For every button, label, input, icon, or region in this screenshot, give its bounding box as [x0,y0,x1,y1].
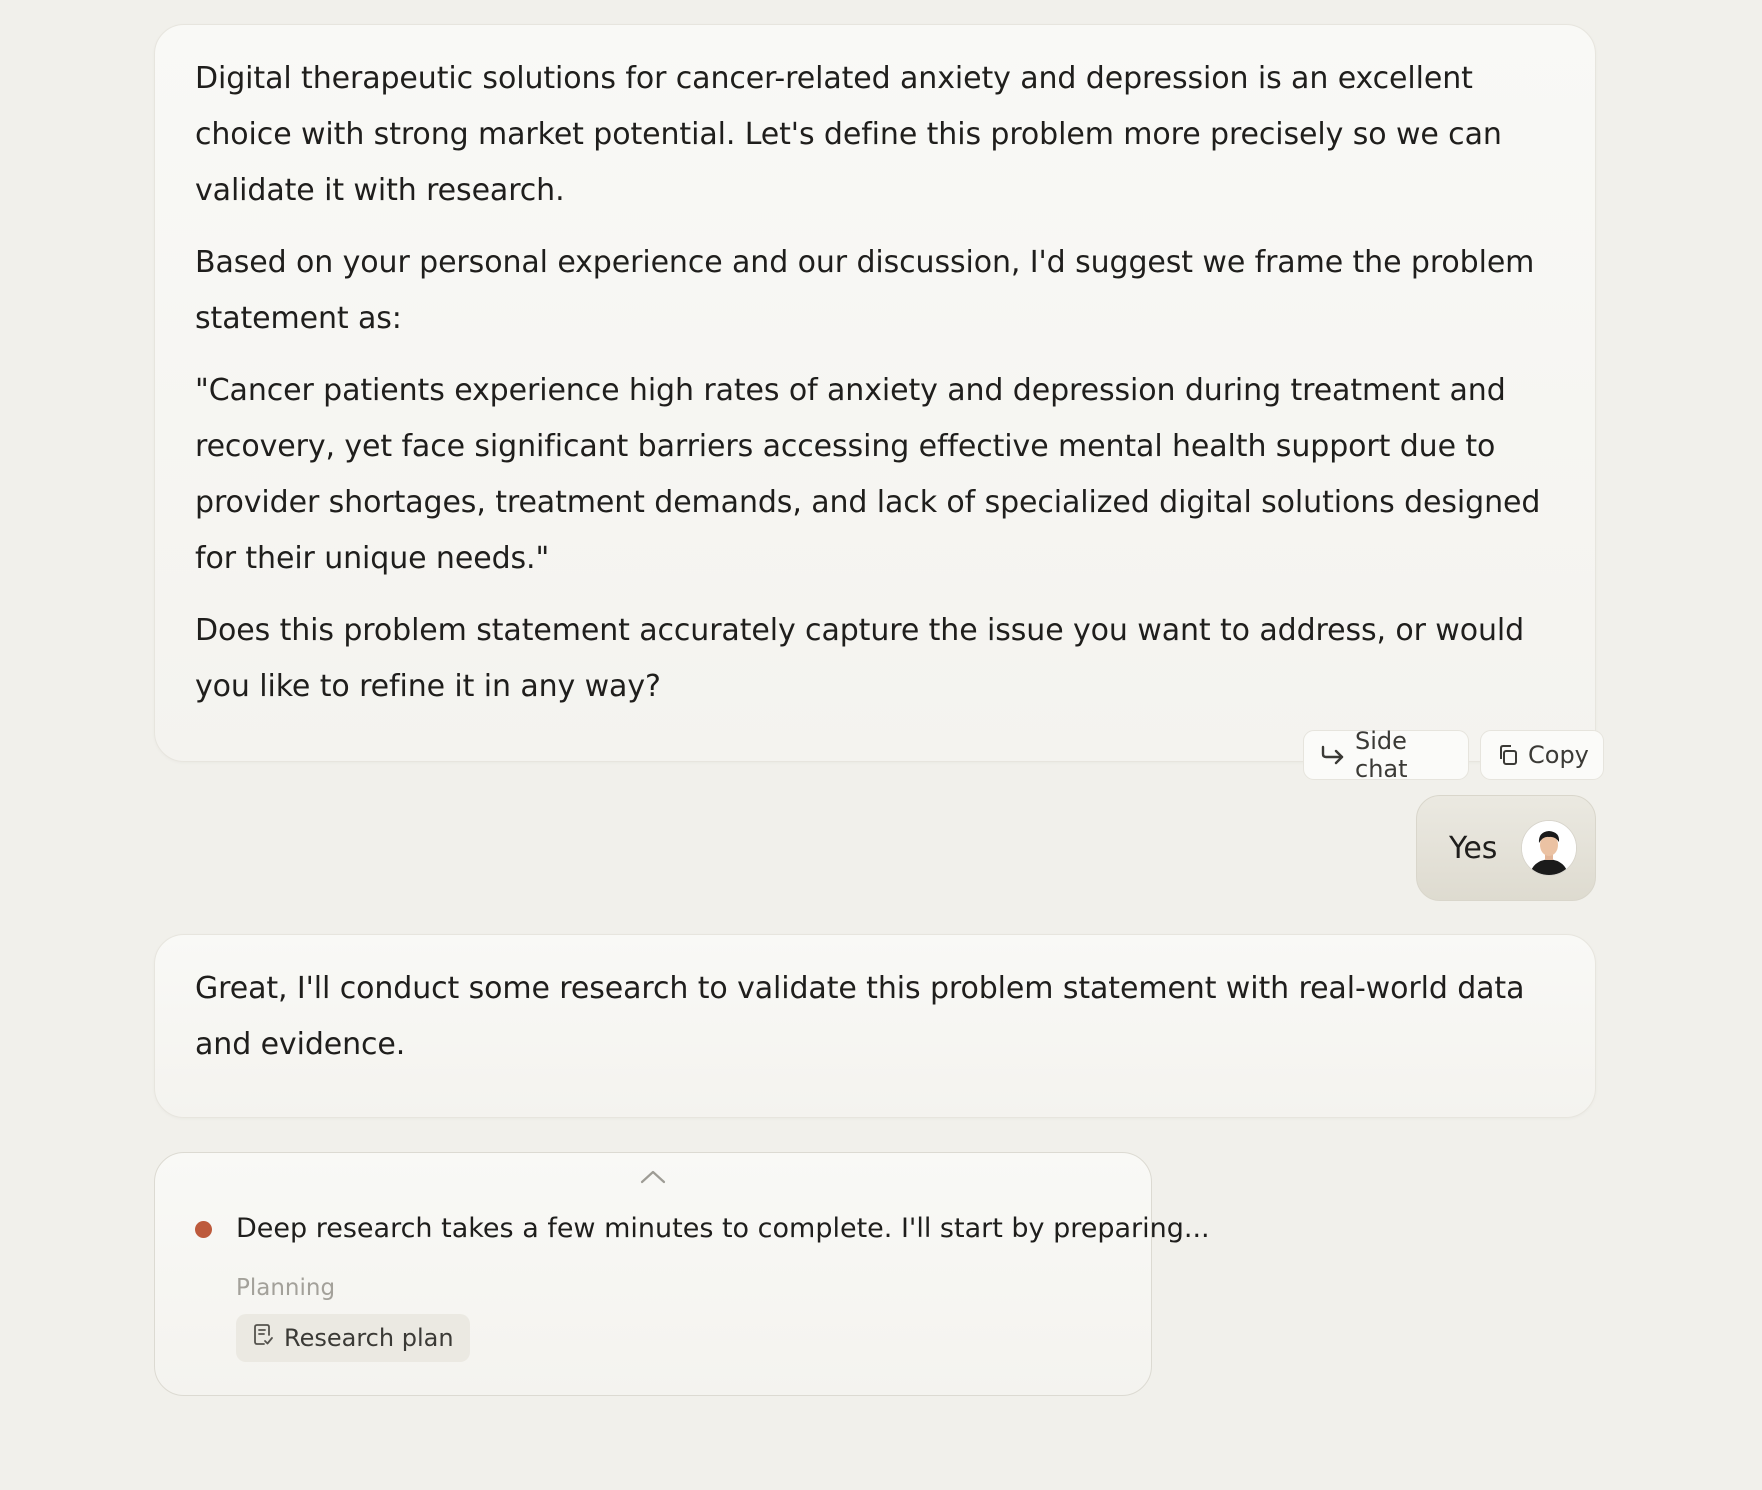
copy-label: Copy [1528,741,1589,769]
side-chat-label: Side chat [1355,727,1408,783]
user-avatar[interactable] [1521,820,1577,876]
assistant-message [154,24,1596,762]
research-status-text: Deep research takes a few minutes to complete. I'll start by preparing... [236,1213,1210,1244]
assistant-message [154,934,1596,1118]
phase-label: Planning [236,1275,336,1301]
problem-statement-quote: "Cancer patients experience high rates of anxiety and depression during treatment and recovery, yet face significant barriers accessing effective mental health support due to provider shortages, treatment demands, and lack of specialized digital solutions designed for their unique needs." [195,373,1541,576]
arrow-reply-icon [1320,744,1346,766]
research-plan-button[interactable] [236,1314,470,1362]
user-message [1416,795,1596,901]
message-paragraph: Digital therapeutic solutions for cancer-related anxiety and depression is an excellent choice with strong market potential. Let's define this problem more precisely so we can validate it with research. [195,61,1502,208]
chevron-up-icon[interactable] [639,1169,667,1189]
deep-research-panel [154,1152,1210,1396]
message-paragraph: Great, I'll conduct some research to validate this problem statement with real-world data and evidence. [195,971,1525,1062]
document-check-icon [252,1323,274,1353]
copy-icon [1497,744,1519,766]
copy-button[interactable] [1480,730,1604,780]
user-message-text: Yes [1449,830,1498,866]
message-paragraph: Does this problem statement accurately capture the issue you want to address, or would you like to refine it in any way? [195,613,1525,704]
side-chat-button[interactable] [1303,727,1469,783]
message-paragraph: Based on your personal experience and our discussion, I'd suggest we frame the problem statement as: [195,245,1535,336]
status-dot [195,1221,212,1238]
research-plan-label: Research plan [284,1324,454,1352]
